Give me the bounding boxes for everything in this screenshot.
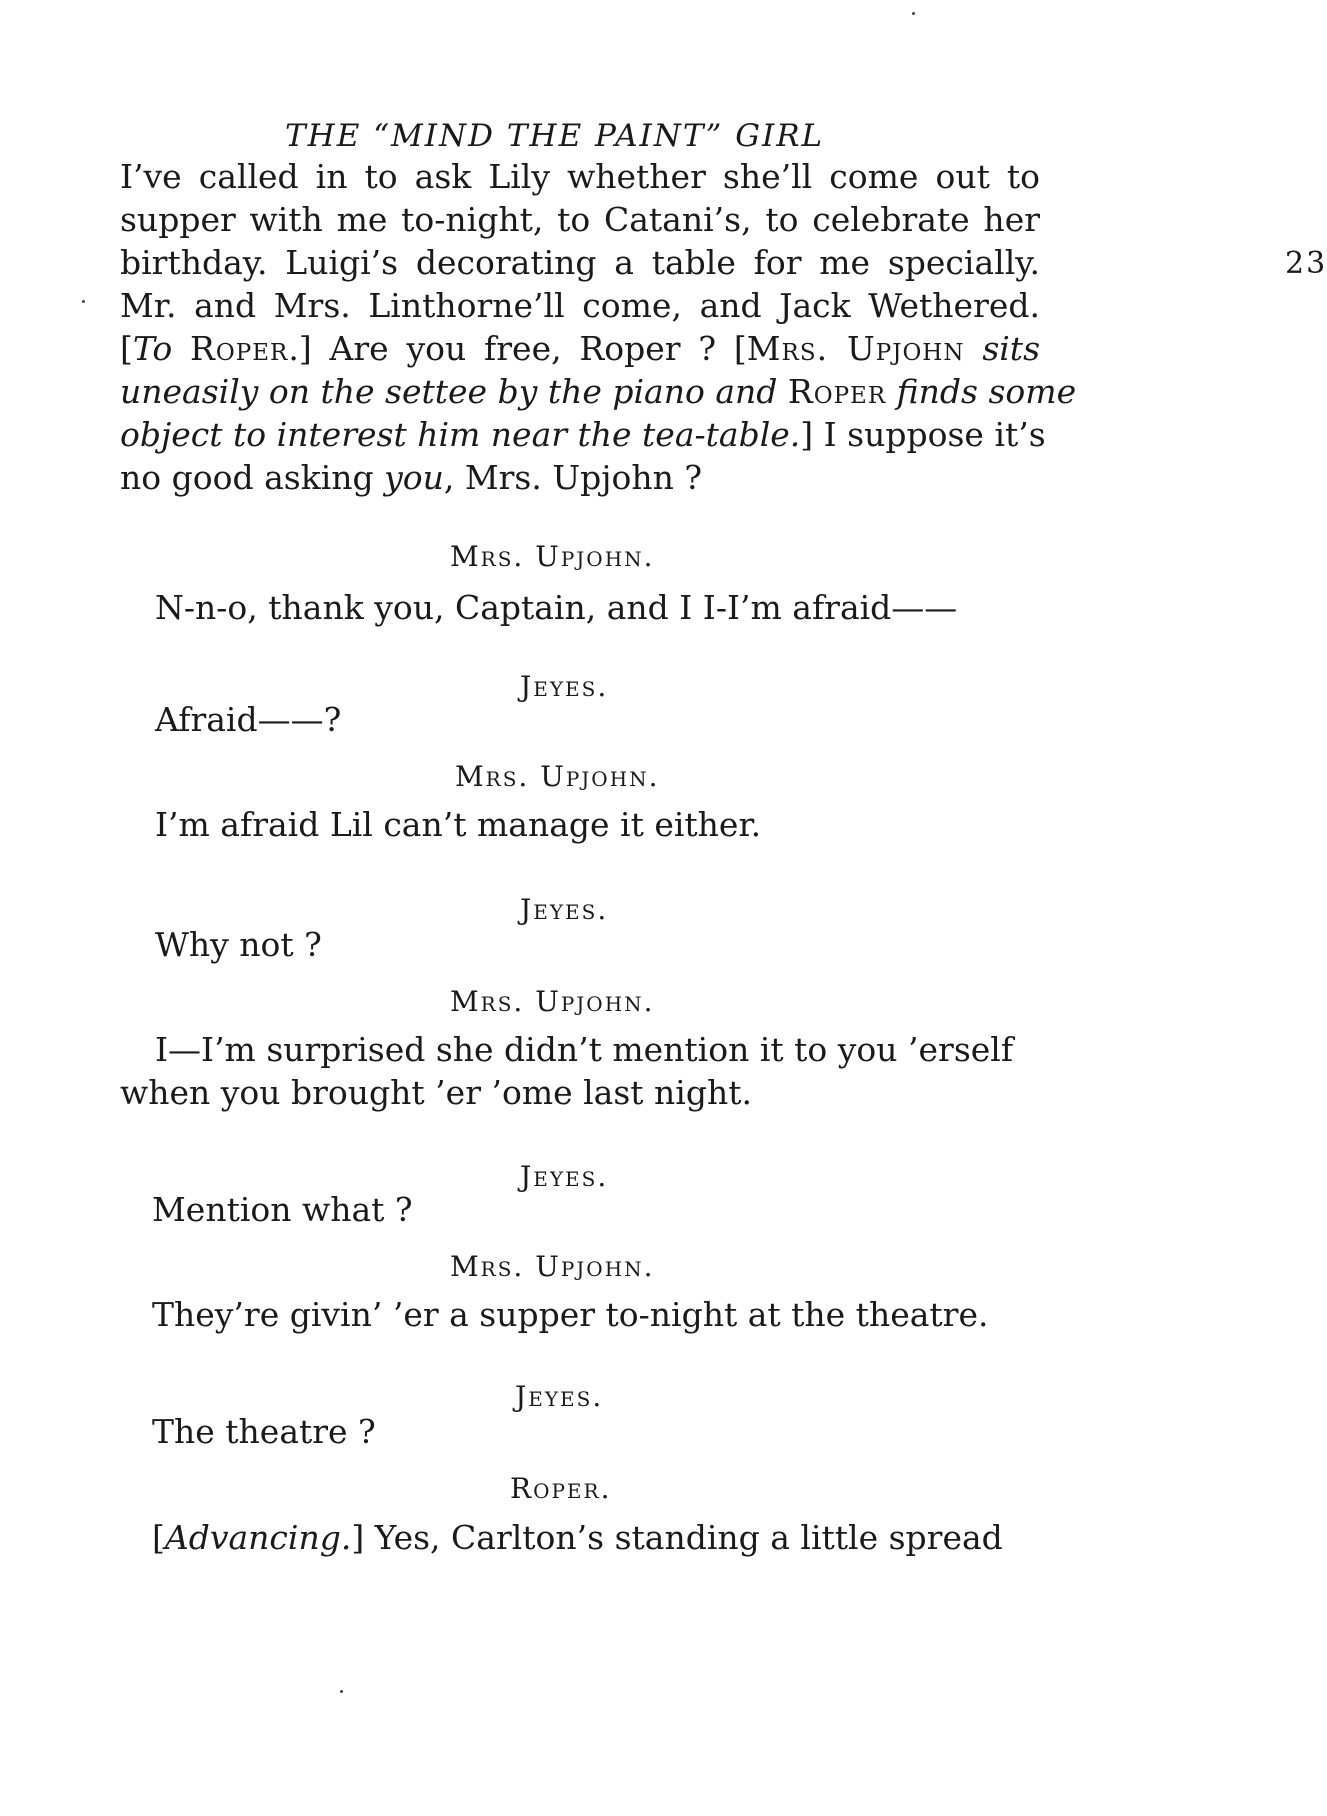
bracket: [ xyxy=(152,1518,165,1557)
text-run: ] I suppose it’s xyxy=(800,415,1046,454)
paper-speck xyxy=(340,1690,343,1693)
running-title: THE “MIND THE PAINT” GIRL xyxy=(285,118,825,154)
speaker-heading: Mrs. Upjohn. xyxy=(450,1250,655,1283)
stage-direction: sits xyxy=(982,329,1040,368)
speech-line: They’re givin’ ’er a supper to-night at the theatre. xyxy=(152,1295,989,1334)
emphasis: you xyxy=(384,458,444,497)
text-run: , Mrs. Upjohn ? xyxy=(443,458,703,497)
character-name: Roper xyxy=(787,372,887,411)
speaker-heading: Jeyes. xyxy=(520,1160,609,1193)
speech-line: The theatre ? xyxy=(152,1412,376,1451)
page-number: 23 xyxy=(1285,246,1327,281)
speech-line: Why not ? xyxy=(155,925,322,964)
text-run: .] Are you free, Roper ? [ xyxy=(288,329,747,368)
stage-direction: To xyxy=(132,329,173,368)
speaker-heading: Jeyes. xyxy=(520,670,609,703)
stage-direction: finds some xyxy=(896,372,1077,411)
opening-paragraph xyxy=(120,155,1077,499)
speech-line: Mention what ? xyxy=(152,1190,413,1229)
stage-direction: uneasily on the settee by the piano and xyxy=(120,372,778,411)
speaker-heading: Mrs. Upjohn. xyxy=(450,985,655,1018)
speaker-heading: Mrs. Upjohn. xyxy=(450,540,655,573)
speaker-heading: Jeyes. xyxy=(520,893,609,926)
paper-speck xyxy=(82,300,85,303)
opening-line: supper with me to-night, to Catani’s, to celebrate her xyxy=(120,200,1040,239)
text-run: ] Yes, Carlton’s standing a little spread xyxy=(351,1518,1003,1557)
stage-direction: Advancing. xyxy=(164,1518,352,1557)
opening-line xyxy=(120,456,1040,499)
text-run: no good asking xyxy=(120,458,374,497)
opening-line: Mr. and Mrs. Linthorne’ll come, and Jack Wethered. xyxy=(120,286,1040,325)
opening-line xyxy=(120,370,1077,413)
speech-line: I’m afraid Lil can’t manage it either. xyxy=(155,805,762,844)
opening-line xyxy=(120,413,1046,456)
speaker-heading: Roper. xyxy=(510,1472,612,1505)
character-name: Mrs. Upjohn xyxy=(746,329,965,368)
stage-direction: object to interest him near the tea-table. xyxy=(120,415,801,454)
speech-line: I—I’m surprised she didn’t mention it to you ’erself xyxy=(155,1030,1014,1069)
paper-speck xyxy=(912,12,915,15)
bracket: [ xyxy=(120,329,133,368)
speech-line: N-n-o, thank you, Captain, and I I-I’m afraid—— xyxy=(155,588,958,627)
speech-line xyxy=(152,1518,1003,1557)
speech-line: when you brought ’er ’ome last night. xyxy=(120,1073,752,1112)
opening-line xyxy=(120,327,1040,370)
speaker-heading: Mrs. Upjohn. xyxy=(455,760,660,793)
opening-line: birthday. Luigi’s decorating a table for me specially. xyxy=(120,243,1040,282)
character-name: Roper xyxy=(190,329,289,368)
opening-line: I’ve called in to ask Lily whether she’ll come out to xyxy=(120,157,1040,196)
speech-line: Afraid——? xyxy=(155,700,342,739)
speaker-heading: Jeyes. xyxy=(515,1380,604,1413)
